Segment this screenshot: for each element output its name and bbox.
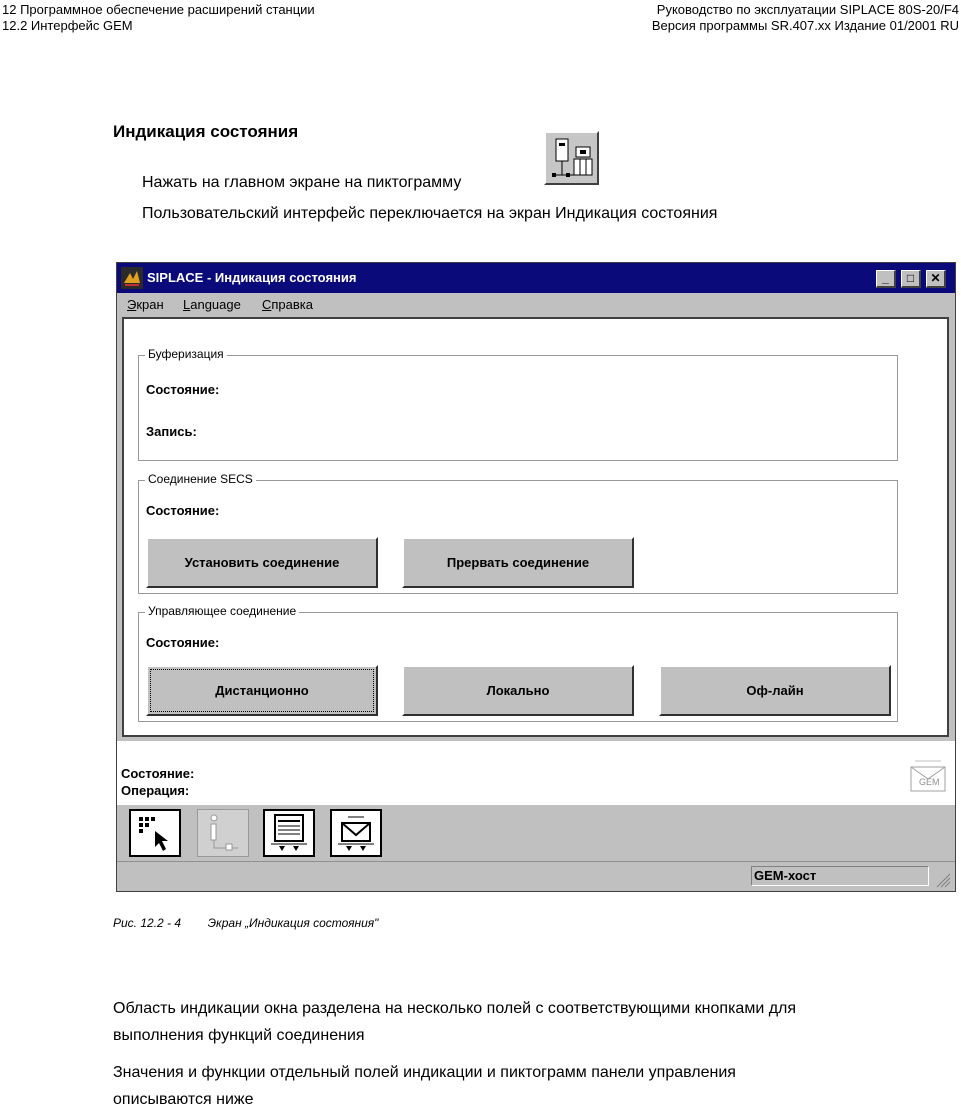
info-network-icon (198, 810, 248, 856)
disconnect-button[interactable]: Прервать соединение (402, 537, 634, 588)
paragraph-line: описываются ниже (113, 1091, 254, 1108)
siplace-logo-icon (121, 267, 143, 289)
station-status-icon (544, 131, 599, 185)
select-tool-button[interactable] (129, 809, 181, 857)
figure-caption (113, 916, 378, 930)
grid-cursor-icon (131, 811, 179, 855)
buffering-group (138, 355, 898, 461)
gem-host-field: GEM-хост (751, 866, 929, 886)
paragraph-line: Значения и функции отдельный полей индикации и пиктограмм панели управления (113, 1064, 736, 1081)
buffering-legend: Буферизация (145, 347, 227, 361)
header-manual: Руководство по эксплуатации SIPLACE 80S-20/F4 (656, 2, 959, 17)
remote-button[interactable]: Дистанционно (146, 665, 378, 716)
secs-legend: Соединение SECS (145, 472, 256, 486)
secs-state-label: Состояние: (146, 503, 220, 518)
title-bar[interactable] (117, 263, 955, 293)
section-heading: Индикация состояния (113, 122, 299, 141)
header-version: Версия программы SR.407.xx Издание 01/2001 RU (651, 18, 959, 33)
envelope-dropdown-icon (332, 811, 380, 855)
gem-message-icon (909, 757, 947, 793)
resize-grip-icon[interactable] (935, 872, 951, 888)
instruction-text: Нажать на главном экране на пиктограмму (142, 174, 462, 191)
maximize-button[interactable]: □ (901, 270, 921, 288)
result-text: Пользовательский интерфейс переключается на экран Индикация состояния (142, 205, 718, 222)
gem-icon-label: GEM (919, 777, 940, 787)
minimize-button[interactable]: _ (876, 270, 896, 288)
window-title: SIPLACE - Индикация состояния (147, 270, 357, 285)
control-legend: Управляющее соединение (145, 604, 299, 618)
menu-screen[interactable]: Экран (127, 297, 164, 312)
buffering-record-label: Запись: (146, 424, 197, 439)
close-button[interactable]: ✕ (926, 270, 946, 288)
offline-button[interactable]: Оф-лайн (659, 665, 891, 716)
status-state-label: Состояние: (121, 766, 195, 781)
figure-title: Экран „Индикация состояния" (207, 916, 379, 930)
status-area (117, 741, 955, 805)
header-chapter: 12 Программное обеспечение расширений станции (2, 2, 315, 17)
menu-help[interactable]: Справка (262, 297, 313, 312)
display-panel (122, 317, 949, 737)
list-tool-button[interactable] (263, 809, 315, 857)
status-operation-label: Операция: (121, 783, 190, 798)
menu-language[interactable]: Language (183, 297, 241, 312)
connect-button[interactable]: Установить соединение (146, 537, 378, 588)
header-section: 12.2 Интерфейс GEM (2, 18, 133, 33)
control-state-label: Состояние: (146, 635, 220, 650)
tool-bar (117, 805, 955, 861)
local-button[interactable]: Локально (402, 665, 634, 716)
menu-bar (117, 293, 955, 315)
status-bar (117, 861, 955, 891)
paragraph-line: выполнения функций соединения (113, 1027, 365, 1044)
info-tool-button[interactable] (197, 809, 249, 857)
message-tool-button[interactable] (330, 809, 382, 857)
list-dropdown-icon (265, 811, 313, 855)
figure-number: Рис. 12.2 - 4 (113, 916, 182, 930)
buffering-state-label: Состояние: (146, 382, 220, 397)
status-window (116, 262, 956, 892)
paragraph-line: Область индикации окна разделена на несколько полей с соответствующими кнопками для (113, 1000, 797, 1017)
